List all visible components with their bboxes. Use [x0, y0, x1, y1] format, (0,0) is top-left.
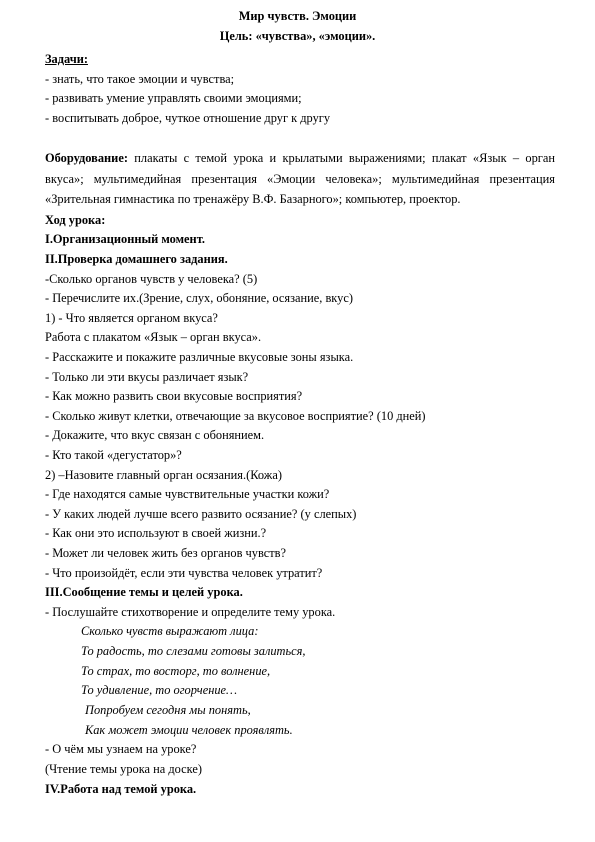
question-line: - Перечислите их.(Зрение, слух, обоняние, осязание, вкус): [45, 291, 353, 306]
stage-heading: III.Сообщение темы и целей урока.: [45, 585, 243, 600]
poem-line: Попробуем сегодня мы понять,: [85, 703, 251, 718]
task-item: - развивать умение управлять своими эмоциями;: [45, 91, 302, 106]
equipment-label: Оборудование:: [45, 151, 128, 166]
note-line: (Чтение темы урока на доске): [45, 762, 203, 777]
poem-line: Как может эмоции человек проявлять.: [85, 722, 293, 737]
question-line: - Что произойдёт, если эти чувства человек утратит?: [45, 565, 323, 580]
instruction-line: - Послушайте стихотворение и определите тему урока.: [45, 604, 336, 619]
question-line: - Где находятся самые чувствительные участки кожи?: [45, 487, 330, 502]
equipment-paragraph: [45, 148, 555, 210]
question-line: Работа с плакатом «Язык – орган вкуса».: [45, 330, 262, 345]
question-line: - Сколько живут клетки, отвечающие за вкусовое восприятие? (10 дней): [45, 408, 426, 423]
question-line: - Докажите, что вкус связан с обонянием.: [45, 428, 265, 443]
question-line: - Только ли эти вкусы различает язык?: [45, 369, 249, 384]
stage-heading: II.Проверка домашнего задания.: [45, 252, 228, 267]
stage-heading: I.Организационный момент.: [45, 232, 205, 247]
lesson-heading: Ход урока:: [45, 212, 106, 227]
equipment-text: плакаты с темой урока и крылатыми выражениями; плакат «Язык – орган вкуса»; мультимедийная презентация «Эмоции человека»; мультимедийная презентация «Зрительная гимнастика по тренажёру В.Ф. Базарного»; компьютер, проектор.: [45, 151, 555, 207]
question-line: - Кто такой «дегустатор»?: [45, 448, 182, 462]
poem-line: То страх, то восторг, то волнение,: [81, 663, 271, 678]
question-line: - Может ли человек жить без органов чувств?: [45, 545, 286, 560]
question-line: 1) - Что является органом вкуса?: [45, 310, 218, 325]
poem: [81, 622, 555, 740]
question-line: - Как они это используют в своей жизни.?: [45, 526, 267, 541]
question-line: -Сколько органов чувств у человека? (5): [45, 271, 258, 286]
task-item: - воспитывать доброе, чуткое отношение друг к другу: [45, 110, 331, 125]
document-body: [45, 50, 555, 799]
poem-line: То радость, то слезами готовы залиться,: [81, 644, 306, 659]
page-title: Мир чувств. Эмоции: [238, 9, 357, 23]
title-block: [0, 7, 595, 47]
poem-line: Сколько чувств выражают лица:: [81, 624, 259, 639]
question-line: - Расскажите и покажите различные вкусовые зоны языка.: [45, 350, 354, 365]
question-line: - У каких людей лучше всего развито осязание? (у слепых): [45, 506, 357, 521]
lesson-goal: Цель: «чувства», «эмоции».: [219, 29, 376, 43]
task-item: - знать, что такое эмоции и чувства;: [45, 71, 235, 86]
question-line: - О чём мы узнаем на уроке?: [45, 742, 197, 757]
question-line: - Как можно развить свои вкусовые восприятия?: [45, 389, 303, 404]
question-line: 2) –Назовите главный орган осязания.(Кожа): [45, 467, 282, 482]
stage-heading: IV.Работа над темой урока.: [45, 781, 197, 796]
spacer: [45, 128, 555, 148]
poem-line: То удивление, то огорчение…: [81, 683, 238, 698]
tasks-heading: Задачи:: [45, 52, 88, 66]
